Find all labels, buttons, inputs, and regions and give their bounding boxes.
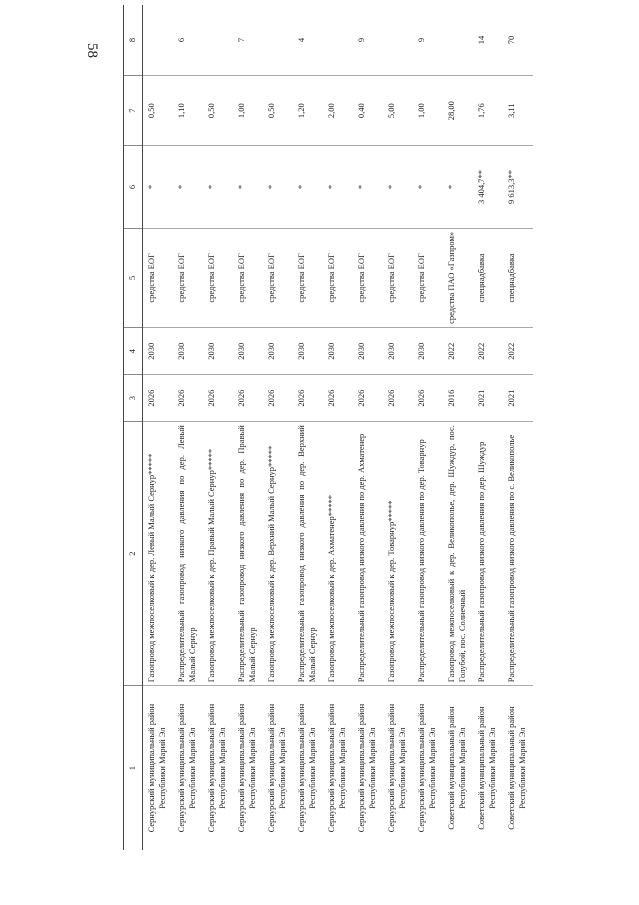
cost-cell: * <box>413 146 443 228</box>
col-header: 6 <box>124 146 143 228</box>
table-row <box>383 5 413 850</box>
object-cell: Газопровод межпоселковый к дер. Ахматенер***** <box>323 422 353 686</box>
object-cell: Распределительный газопровод низкого давления по дер. Правый Малый Сернур <box>233 422 263 686</box>
cost-cell: * <box>443 146 473 228</box>
length-cell: 0,50 <box>143 75 174 145</box>
district-cell: Сернурский муниципальный район Республики Марий Эл <box>206 703 227 833</box>
district-cell: Сернурский муниципальный район Республики Марий Эл <box>416 703 437 833</box>
col-header: 4 <box>124 328 143 375</box>
district-cell: Сернурский муниципальный район Республики Марий Эл <box>326 703 347 833</box>
district-cell: Сернурский муниципальный район Республики Марий Эл <box>386 703 407 833</box>
header-row <box>124 5 143 850</box>
start-year-cell: 2026 <box>383 375 413 422</box>
funding-source-cell: средства ЕОГ <box>263 228 293 328</box>
count-cell: 9 <box>353 5 383 75</box>
length-cell: 0,40 <box>353 75 383 145</box>
count-cell <box>263 5 293 75</box>
start-year-cell: 2026 <box>413 375 443 422</box>
table-row <box>263 5 293 850</box>
cost-cell: * <box>353 146 383 228</box>
object-cell: Газопровод межпоселковый к дер. Верхний Малый Сернур***** <box>263 422 293 686</box>
col-header: 3 <box>124 375 143 422</box>
end-year-cell: 2030 <box>173 328 203 375</box>
length-cell: 1,00 <box>413 75 443 145</box>
funding-source-cell: средства ЕОГ <box>203 228 233 328</box>
funding-source-cell: средства ЕОГ <box>323 228 353 328</box>
start-year-cell: 2021 <box>503 375 533 422</box>
object-cell: Газопровод межпоселковый к дер. Левый Малый Сернур***** <box>143 422 174 686</box>
col-header: 1 <box>124 686 143 850</box>
count-cell: 4 <box>293 5 323 75</box>
object-cell: Распределительный газопровод низкого давления по с. Великополье <box>503 422 533 686</box>
end-year-cell: 2022 <box>443 328 473 375</box>
start-year-cell: 2016 <box>443 375 473 422</box>
table-row <box>443 5 473 850</box>
col-header: 2 <box>124 422 143 686</box>
end-year-cell: 2030 <box>413 328 443 375</box>
length-cell: 3,11 <box>503 75 533 145</box>
count-cell: 6 <box>173 5 203 75</box>
cost-cell: * <box>143 146 174 228</box>
funding-source-cell: средства ЕОГ <box>233 228 263 328</box>
length-cell: 0,50 <box>263 75 293 145</box>
district-cell: Советский муниципальный район Республики Марий Эл <box>446 706 467 830</box>
object-cell: Распределительный газопровод низкого давления по дер. Левый Малый Сернур <box>173 422 203 686</box>
col-header: 8 <box>124 5 143 75</box>
funding-source-cell: средства ПАО «Газпром» <box>443 228 473 328</box>
length-cell: 1,20 <box>293 75 323 145</box>
end-year-cell: 2030 <box>233 328 263 375</box>
cost-cell: * <box>263 146 293 228</box>
count-cell <box>383 5 413 75</box>
end-year-cell: 2030 <box>383 328 413 375</box>
table-row <box>473 5 503 850</box>
length-cell: 2,00 <box>323 75 353 145</box>
funding-source-cell: спецнадбавка <box>503 228 533 328</box>
page-number: 58 <box>84 43 100 58</box>
funding-source-cell: средства ЕОГ <box>143 228 174 328</box>
district-cell: Сернурский муниципальный район Республики Марий Эл <box>176 703 197 833</box>
district-cell: Сернурский муниципальный район Республики Марий Эл <box>236 703 257 833</box>
cost-cell: * <box>203 146 233 228</box>
length-cell: 1,76 <box>473 75 503 145</box>
count-cell: 70 <box>503 5 533 75</box>
cost-cell: 3 404,7** <box>473 146 503 228</box>
length-cell: 1,10 <box>173 75 203 145</box>
object-cell: Газопровод межпоселковый к дер. Правый Малый Сернур***** <box>203 422 233 686</box>
table-row <box>323 5 353 850</box>
funding-source-cell: средства ЕОГ <box>413 228 443 328</box>
col-header: 7 <box>124 75 143 145</box>
district-cell: Сернурский муниципальный район Республики Марий Эл <box>266 703 287 833</box>
end-year-cell: 2030 <box>293 328 323 375</box>
table-row <box>293 5 323 850</box>
start-year-cell: 2026 <box>293 375 323 422</box>
start-year-cell: 2026 <box>203 375 233 422</box>
object-cell: Газопровод межпоселковый к дер. Товарнур***** <box>383 422 413 686</box>
table-row <box>173 5 203 850</box>
cost-cell: * <box>293 146 323 228</box>
rotated-table-area <box>123 5 625 850</box>
start-year-cell: 2026 <box>353 375 383 422</box>
funding-source-cell: средства ЕОГ <box>173 228 203 328</box>
start-year-cell: 2026 <box>173 375 203 422</box>
district-cell: Сернурский муниципальный район Республики Марий Эл <box>146 703 167 833</box>
count-cell: 14 <box>473 5 503 75</box>
district-cell: Советский муниципальный район Республики Марий Эл <box>506 706 527 830</box>
count-cell <box>323 5 353 75</box>
end-year-cell: 2030 <box>323 328 353 375</box>
cost-cell: * <box>323 146 353 228</box>
length-cell: 5,00 <box>383 75 413 145</box>
start-year-cell: 2026 <box>263 375 293 422</box>
cost-cell: * <box>173 146 203 228</box>
funding-source-cell: средства ЕОГ <box>383 228 413 328</box>
cost-cell: * <box>233 146 263 228</box>
length-cell: 28,00 <box>443 75 473 145</box>
start-year-cell: 2026 <box>143 375 174 422</box>
district-cell: Советский муниципальный район Республики Марий Эл <box>476 706 497 830</box>
object-cell: Распределительный газопровод низкого давления по дер. Ахматенер <box>353 422 383 686</box>
object-cell: Распределительный газопровод низкого давления по дер. Верхний Малый Сернур <box>293 422 323 686</box>
table-row <box>413 5 443 850</box>
count-cell: 9 <box>413 5 443 75</box>
table-row <box>503 5 533 850</box>
cost-cell: 9 613,3** <box>503 146 533 228</box>
funding-source-cell: спецнадбавка <box>473 228 503 328</box>
end-year-cell: 2022 <box>473 328 503 375</box>
table-row <box>353 5 383 850</box>
object-cell: Распределительный газопровод низкого давления по дер. Товарнур <box>413 422 443 686</box>
count-cell: 7 <box>233 5 263 75</box>
count-cell <box>203 5 233 75</box>
table-row <box>143 5 174 850</box>
start-year-cell: 2021 <box>473 375 503 422</box>
end-year-cell: 2030 <box>143 328 174 375</box>
end-year-cell: 2030 <box>203 328 233 375</box>
length-cell: 1,00 <box>233 75 263 145</box>
table-row <box>233 5 263 850</box>
table-row <box>203 5 233 850</box>
district-cell: Сернурский муниципальный район Республики Марий Эл <box>296 703 317 833</box>
funding-source-cell: средства ЕОГ <box>293 228 323 328</box>
start-year-cell: 2026 <box>323 375 353 422</box>
col-header: 5 <box>124 228 143 328</box>
funding-source-cell: средства ЕОГ <box>353 228 383 328</box>
count-cell <box>143 5 174 75</box>
district-cell: Сернурский муниципальный район Республики Марий Эл <box>356 703 377 833</box>
count-cell <box>443 5 473 75</box>
end-year-cell: 2022 <box>503 328 533 375</box>
end-year-cell: 2030 <box>263 328 293 375</box>
object-cell: Газопровод межпоселковый к дер. Великополье, дер. Шуждур, пос. Голубой, пос. Солнечный <box>443 422 473 686</box>
cost-cell: * <box>383 146 413 228</box>
start-year-cell: 2026 <box>233 375 263 422</box>
object-cell: Распределительный газопровод низкого давления по дер. Шуждур <box>473 422 503 686</box>
gas-pipeline-table <box>123 5 533 850</box>
length-cell: 0,50 <box>203 75 233 145</box>
end-year-cell: 2030 <box>353 328 383 375</box>
